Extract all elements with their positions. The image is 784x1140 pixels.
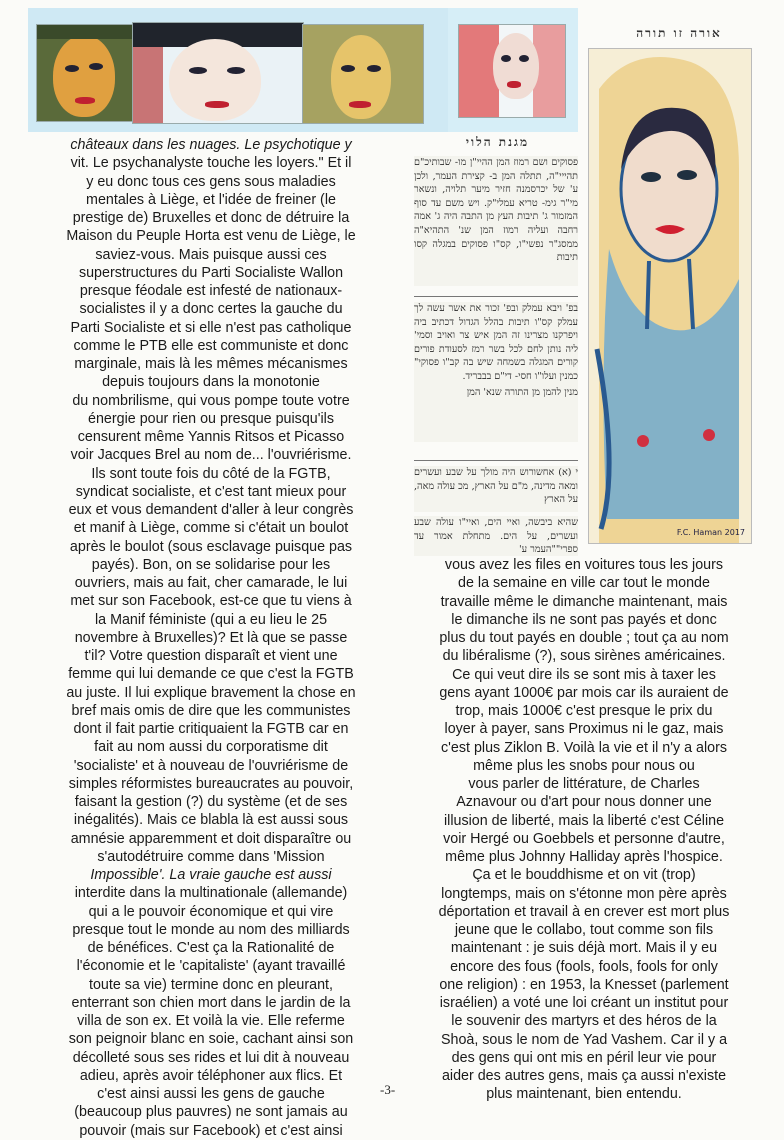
text-line: presque féodale est infesté de nationaux- — [79, 283, 343, 299]
text-line: encore des fous (fools, fools, fools for only — [450, 958, 718, 975]
text-line: voir Jacques Brel au nom de... l'ouvriérisme. — [70, 447, 352, 464]
text-line: après le boulot (sous esclavage puisque pas — [69, 538, 353, 555]
text-line: au juste. Il lui explique bravement la chose en — [66, 684, 356, 701]
text-line: voir Hergé ou Goebbels et personne d'autre, — [443, 830, 725, 847]
text-line: du nombrilisme, qui vous pompe toute votre — [72, 392, 350, 409]
text-line: Maison du Peuple Horta est venu de Liège, le — [66, 228, 356, 245]
text-line: dont il fait partie critiquaient la FGTB car en — [73, 721, 349, 737]
hebrew-page-title: אורה זו תורה — [636, 26, 722, 40]
text-line: villa de son ex. Et voilà la vie. Elle referme — [77, 1013, 345, 1029]
text-line: bref mais omis de dire que les communistes — [71, 702, 351, 719]
text-line: son peignoir blanc en soie, cachant ainsi son — [68, 1031, 354, 1048]
text-line: longtemps, mais on s'étonne mon père après — [441, 885, 727, 902]
text-line: et manif à Liège, comme si c'était un boulot — [73, 520, 349, 537]
text-line: t'il? Votre question disparaît et vient une — [84, 648, 338, 664]
page-number: -3- — [380, 1082, 396, 1097]
text-line: gens ayant 1000€ par mois car ils auraient de — [439, 684, 729, 701]
text-line: de bénéfices. C'est ça la Rationalité de — [87, 940, 335, 956]
text-line: presque tout le monde au nom des milliards — [72, 921, 350, 938]
article-right-column — [408, 556, 760, 1104]
text-line: la Manif féministe (qui a eu lieu le 25 — [94, 611, 328, 628]
text-line: one religion) : en 1953, la Knesset (parlement — [439, 976, 729, 993]
text-line: de la semaine en ville car tout le monde — [458, 575, 710, 592]
text-line: Shoà, sous le nom de Yad Vashem. Car il y a — [440, 1031, 728, 1048]
text-line: met sur son Facebook, est-ce que tu viens à — [70, 593, 352, 610]
text-line: c'est plus Ziklon B. Voilà la vie et il n'y a alors — [441, 739, 727, 756]
text-line: ouvriers, mais au fait, cher camarade, le lui — [74, 575, 348, 591]
text-line: illusion de liberté, mais la liberté c'est Céline — [443, 812, 725, 829]
portrait-painting — [588, 48, 752, 544]
text-line: syndicat socialiste, et c'est tant mieux pour — [75, 483, 347, 500]
text-line: vous avez les files en voitures tous les jours — [444, 557, 724, 573]
text-line: comme le PTB elle est communiste et donc — [73, 337, 349, 354]
text-line: adieu, après avoir téléphoner aux flics. Et — [79, 1067, 343, 1084]
painting-thumbnail-3 — [302, 24, 424, 124]
text-line: (beaucoup plus pauvres) ne sont jamais au — [74, 1104, 348, 1121]
text-line: des gens qui ont mis en péril leur vie pour — [451, 1049, 717, 1066]
text-line: châteaux dans les nuages. Le psychotique y — [70, 137, 352, 153]
text-line: décolleté sous ses rides et lui dit à nouveau — [72, 1049, 350, 1066]
text-line: jeune que le collabo, tout comme son fils — [454, 922, 714, 938]
text-line: pouvoir (mais sur Facebook) et c'est ainsi — [79, 1122, 343, 1139]
text-line: même plus Johnny Halliday après l'hospice. — [445, 849, 723, 865]
text-line: déportation et travail à en crever est mort plus — [438, 903, 730, 920]
text-line: 'socialiste' et à nouveau de l'ouvriérisme de — [73, 757, 349, 774]
text-line: marginale, mais là les mêmes mécanismes — [74, 356, 348, 372]
text-line: vit. Le psychanalyste touche les loyers." Et il — [70, 155, 352, 172]
text-line: toute sa vie) termine donc en pleurant, — [89, 976, 333, 993]
text-line: saviez-vous. Mais puisque aussi ces — [95, 246, 327, 263]
text-line: superstructures du Parti Socialiste Wallon — [78, 264, 344, 281]
text-line: Parti Socialiste et si elle n'est pas catholique — [70, 319, 352, 336]
text-line: vous parler de littérature, de Charles — [468, 776, 700, 792]
portrait-painting-art — [589, 49, 751, 543]
hebrew-text-block-2: בפ' ויבא עמלק ובפ' זכור את אשר עשה לך עמלק קס"ו תיבות בהלל הגדול דכתיב ביה ויפרקנו מצרינו זה המן איש צר ואויב וסמי' ליה נותן לחם לכל בשר רמז לסעודת פורים קורים המגלה בשמחה שיש בה קב"ו פסוקי" כמנין ועלו"ו חסי- די"ם בבבריד. מנין להמן מן התורה שנא' המן — [414, 302, 578, 442]
hebrew-divider-2 — [414, 460, 578, 461]
text-line: faisant la gestion (?) du système (et de ses — [74, 794, 348, 810]
text-line: plus du tout payés en double ; tout ça au nom — [439, 630, 729, 646]
text-line: inégalités). Mais ce blabla là est aussi sous — [73, 812, 349, 829]
text-line: qui a le pouvoir économique et qui vire — [88, 903, 334, 920]
text-line: Aznavour ou d'art pour nous donner une — [456, 794, 712, 811]
painting-signature: F.C. Haman 2017 — [676, 528, 745, 537]
text-line: simples réformistes bureaucrates au pouvoir, — [68, 775, 354, 792]
text-line: femme qui lui demande ce que c'est la FGTB — [68, 666, 354, 683]
article-left-column — [46, 136, 376, 1140]
text-line: y eu donc tous ces gens sous maladies — [86, 173, 336, 190]
text-line: c'est ainsi aussi les gens de gauche — [97, 1086, 325, 1102]
text-line: Ça et le bouddhisme et on vit (trop) — [472, 867, 696, 884]
text-line: depuis toujours dans la monotonie — [102, 374, 320, 391]
text-line: trop, mais 1000€ c'est presque le prix du — [455, 703, 713, 719]
text-line: fait au nom aussi du corporatisme dit — [94, 739, 328, 756]
text-line: Ils sont toute fois du côté de la FGTB, — [91, 465, 331, 482]
text-line: loyer à payer, sans Proximus ni le gaz, mais — [444, 721, 724, 738]
text-line: novembre à Bruxelles)? Et là que se passe — [74, 629, 348, 646]
text-line: israélien) a voté une loi créant un institut pour — [439, 995, 729, 1011]
text-line: le dimanche ils ne sont pas payés et donc — [451, 611, 717, 628]
text-line: du libéralisme (?), sous sirènes américaines. — [442, 648, 726, 665]
hebrew-text-block-3: י (א) אחשורוש היה מולך על שבע ועשרים ומאה מדינה, מ"ם על הארץ, מכ עולה מאה, על הארץ — [414, 466, 578, 512]
text-line: l'économie et le 'capitaliste' (ayant travaillé — [76, 958, 346, 975]
painting-thumbnail-1 — [36, 24, 134, 122]
text-line: payés). Bon, on se solidarise pour les — [91, 556, 331, 573]
text-line: censurent même Yannis Ritsos et Picasso — [77, 429, 345, 445]
text-line: eux et vous demandent d'aller à leur congrès — [68, 502, 354, 518]
text-line: Ce qui veut dire ils se sont mis à taxer les — [452, 666, 716, 683]
text-line: plus maintenant, bien entendu. — [486, 1086, 682, 1103]
hebrew-section-title: מגנת הלוי — [465, 135, 530, 149]
text-line: aider des autres gens, mais ça aussi n'existe — [441, 1068, 727, 1084]
text-line: mentales à Liège, et l'idée de freiner (le — [86, 191, 336, 208]
hebrew-text-block-4: שהיא ביבשה, ואיי הים, ואיי"ו עולה שבע ועשרים, על הים. מתחלת אמור עד ספרי""העמר ע' — [414, 517, 578, 556]
text-line: socialistes il y a donc certes la gauche du — [79, 301, 343, 318]
hebrew-divider — [414, 296, 578, 297]
text-line: amnésie apparemment et doit disparaître ou — [70, 830, 352, 847]
painting-thumbnail-4 — [458, 24, 566, 118]
text-line: interdite dans la multinationale (allemande) — [74, 885, 348, 902]
text-line: prestige de) Bruxelles et donc de détruire la — [72, 210, 350, 226]
text-line: maintenant : je suis déjà mort. Mais il y eu — [450, 940, 718, 957]
text-line: le souvenir des martyrs et des héros de la — [451, 1013, 717, 1030]
text-line: Impossible'. La vraie gauche est aussi — [90, 867, 332, 883]
text-line: même plus les snobs pour nous ou — [473, 757, 695, 774]
text-line: travaille même le dimanche maintenant, mais — [440, 593, 728, 610]
hebrew-text-block-1: פסוקים ושם רמוז המן ההיי"ן מו- שבותיכ"ם תהייי"ה, תתלה המן ב- קצירת העמר, ולכן ע' של יכרסמנה חזיר מיער תלויה, ונשאר מי"ר גימ- טריא עמלי"ק. ויש משם עד סוף המזמור ג' תיבות העץ מן התבה היה ג' אמה רחבה ועליה רמוז המן שנ' התהיא"ה ממסג"ר נפשי"ו, קס"ו פסוקים במגלה קסו תיבות — [414, 156, 578, 286]
text-line: énergie pour rien ou presque puisqu'ils — [88, 410, 334, 427]
text-line: s'autodétruire comme dans 'Mission — [97, 848, 325, 865]
painting-thumbnail-2 — [132, 22, 304, 124]
text-line: enterrant son chien mort dans le jardin de la — [71, 994, 351, 1011]
